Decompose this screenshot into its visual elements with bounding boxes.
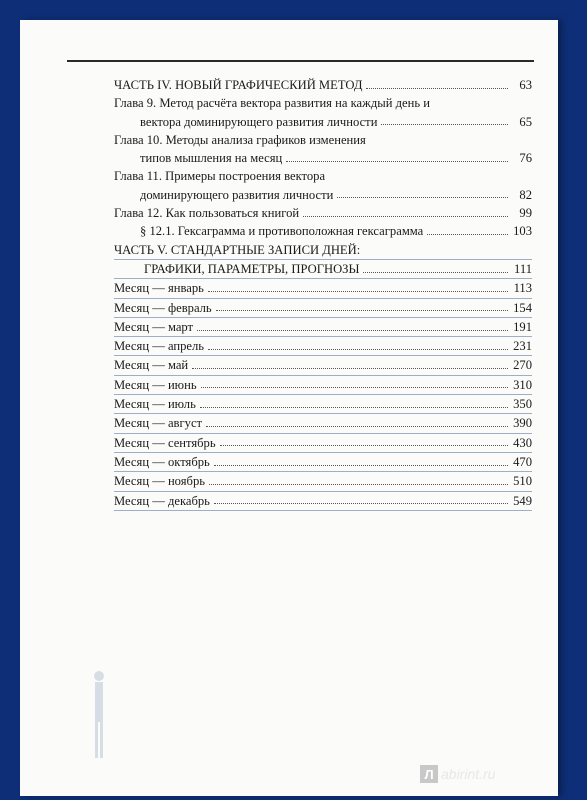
toc-entry — [114, 204, 532, 222]
toc-entry-title: ЧАСТЬ IV. НОВЫЙ ГРАФИЧЕСКИЙ МЕТОД — [114, 78, 363, 92]
toc-entry-title: типов мышления на месяц — [140, 151, 283, 166]
dot-leader — [214, 502, 508, 504]
toc-page-number: 191 — [513, 319, 532, 334]
toc-page-number: 82 — [519, 187, 532, 202]
dot-leader — [192, 367, 508, 369]
toc-entry — [114, 318, 532, 337]
toc-entry — [114, 279, 532, 298]
toc-entry-title: ЧАСТЬ V. СТАНДАРТНЫЕ ЗАПИСИ ДНЕЙ: — [114, 242, 361, 257]
toc-page-number: 350 — [513, 397, 532, 412]
dot-leader — [209, 483, 508, 485]
toc-entry — [114, 94, 532, 131]
bleed-through-figure — [92, 670, 106, 760]
dot-leader — [208, 348, 508, 350]
dot-leader — [201, 386, 508, 388]
toc-entry-title: Месяц — ноябрь — [114, 474, 205, 489]
toc-entry-title: Месяц — август — [114, 416, 203, 431]
labirint-watermark — [420, 765, 495, 783]
dot-leader — [337, 196, 508, 198]
toc-entry — [114, 76, 532, 94]
toc-entry — [114, 131, 532, 168]
dot-leader — [427, 233, 508, 235]
dot-leader — [363, 271, 508, 273]
toc-page-number: 510 — [513, 474, 532, 489]
toc-page-number: 549 — [513, 493, 532, 508]
dot-leader — [366, 87, 508, 89]
dot-leader — [216, 309, 508, 311]
toc-page-number: 63 — [519, 78, 532, 92]
toc-page-number: 231 — [513, 339, 532, 354]
toc-entry — [114, 241, 532, 280]
dot-leader — [206, 425, 508, 427]
toc-entry-title: Месяц — июль — [114, 397, 196, 412]
toc-entry — [114, 167, 532, 204]
dot-leader — [197, 329, 508, 331]
toc-entry-title: Месяц — январь — [114, 281, 204, 296]
toc-entry-title: доминирующего развития личности — [140, 187, 334, 202]
toc-entry — [114, 395, 532, 414]
dot-leader — [208, 290, 508, 292]
toc-page-number: 76 — [519, 151, 532, 166]
toc-entry-title: вектора доминирующего развития личности — [140, 114, 378, 129]
dot-leader — [286, 160, 508, 162]
toc-entry-title: Месяц — февраль — [114, 300, 212, 315]
toc-entry-title: Месяц — октябрь — [114, 454, 210, 469]
toc-entry — [114, 356, 532, 375]
toc-page-number: 111 — [514, 261, 532, 276]
toc-entry-title: ГРАФИКИ, ПАРАМЕТРЫ, ПРОГНОЗЫ — [144, 261, 360, 276]
toc-entry — [114, 222, 532, 240]
top-rule — [67, 60, 534, 62]
toc-entry-title: § 12.1. Гексаграмма и противоположная гексаграмма — [140, 224, 424, 239]
toc-entry — [114, 434, 532, 453]
toc-entry — [114, 299, 532, 318]
toc-entry — [114, 472, 532, 491]
toc-entry — [114, 414, 532, 433]
toc-page-number: 154 — [513, 300, 532, 315]
toc-entry — [114, 453, 532, 472]
toc-page-number: 103 — [513, 224, 532, 239]
toc-entry-title: Месяц — июнь — [114, 377, 197, 392]
toc-entry-title: Глава 11. Примеры построения вектора — [114, 169, 326, 184]
toc-page-number: 470 — [513, 454, 532, 469]
toc-page-number: 390 — [513, 416, 532, 431]
toc-page-number: 310 — [513, 377, 532, 392]
dot-leader — [200, 406, 508, 408]
toc-entry-title: Месяц — декабрь — [114, 493, 210, 508]
dot-leader — [303, 215, 508, 217]
book-page — [20, 20, 558, 796]
watermark-text: abirint.ru — [441, 766, 496, 782]
toc-entry-title: Месяц — сентябрь — [114, 435, 216, 450]
toc-entry-title: Месяц — май — [114, 358, 189, 373]
toc-entry-title: Глава 10. Методы анализа графиков изменения — [114, 132, 366, 147]
dot-leader — [381, 123, 508, 125]
toc-entry-title: Глава 9. Метод расчёта вектора развития на каждый день и — [114, 96, 430, 111]
toc-page-number: 113 — [513, 281, 532, 296]
dot-leader — [220, 444, 508, 446]
toc-entry-title: Месяц — апрель — [114, 339, 205, 354]
labirint-logo-icon: Л — [420, 765, 438, 783]
table-of-contents — [114, 76, 532, 511]
toc-entry — [114, 337, 532, 356]
toc-page-number: 270 — [513, 358, 532, 373]
toc-page-number: 430 — [513, 435, 532, 450]
toc-page-number: 65 — [519, 114, 532, 129]
dot-leader — [214, 464, 508, 466]
toc-page-number: 99 — [519, 206, 532, 221]
toc-entry-title: Глава 12. Как пользоваться книгой — [114, 206, 300, 221]
toc-entry — [114, 492, 532, 511]
toc-entry-title: Месяц — март — [114, 319, 194, 334]
toc-entry — [114, 376, 532, 395]
